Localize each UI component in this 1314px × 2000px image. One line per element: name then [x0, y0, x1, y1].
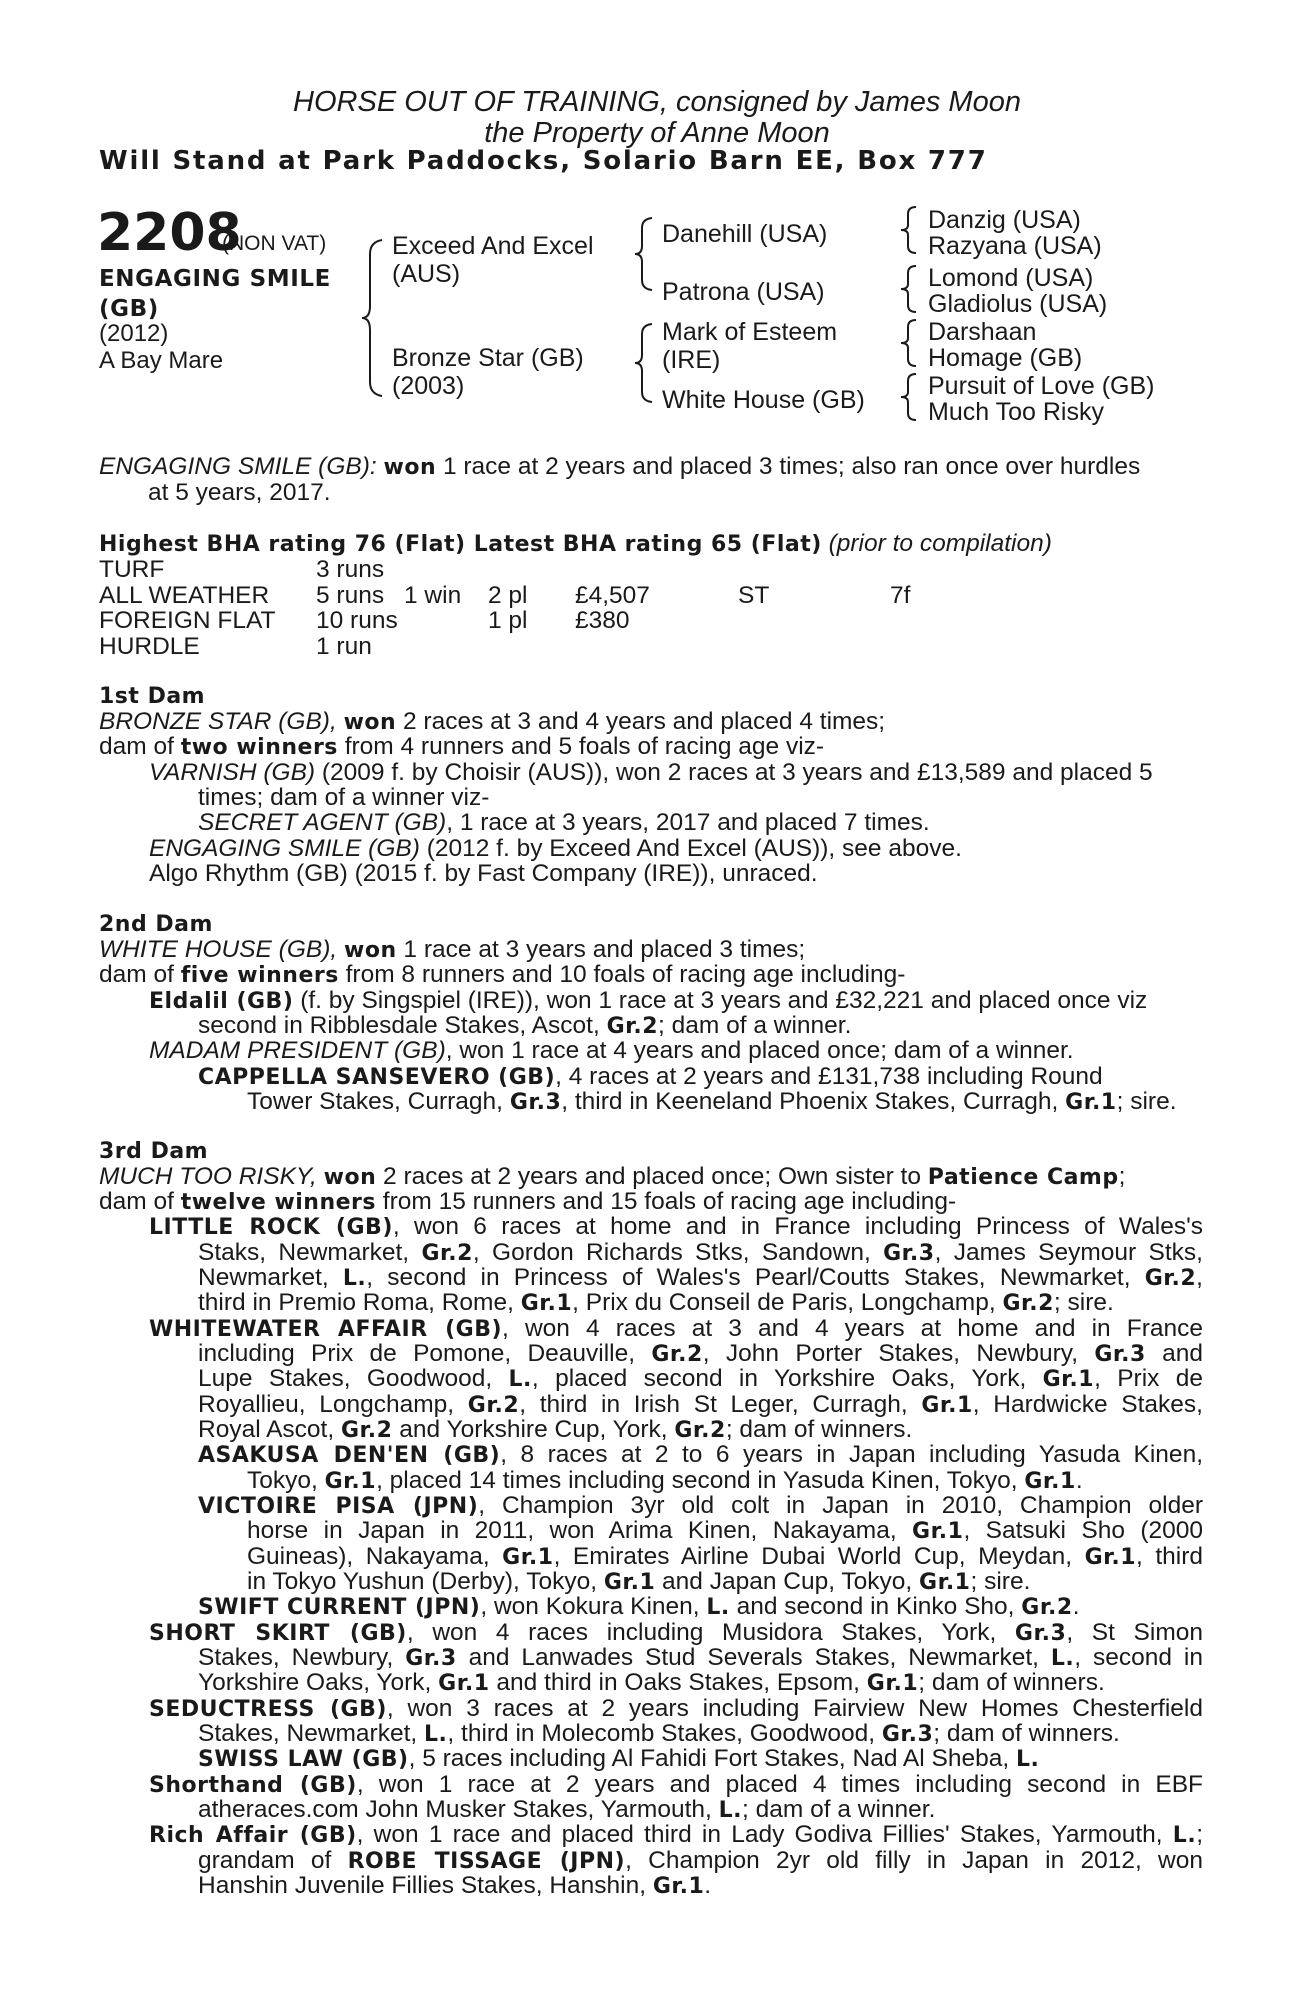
pedigree-sire-sire: Danehill (USA) [662, 220, 828, 248]
pedigree-brace-g2 [898, 264, 920, 314]
record-cell-surface: ST [738, 581, 770, 609]
dam1-produce-varnish-2: times; dam of a winner viz- [198, 784, 490, 811]
short-skirt-line-1: SHORT SKIRT (GB), won 4 races including Musidora Stakes, York, Gr.3, St Simon [149, 1619, 1203, 1646]
record-cell-runs: 1 run [316, 632, 372, 660]
pedigree-brace-g4 [898, 372, 920, 422]
dam3-line-2: dam of twelve winners from 15 runners and 15 foals of racing age including- [99, 1188, 957, 1215]
location-line: Will Stand at Park Paddocks, Solario Barn EE, Box 777 [99, 146, 988, 176]
dam2-produce-cappella-2: Tower Stakes, Curragh, Gr.3, third in Keeneland Phoenix Stakes, Curragh, Gr.1; sire. [247, 1088, 1177, 1115]
shorthand-line-1: Shorthand (GB), won 1 race at 2 years and placed 4 times including second in EBF [149, 1771, 1204, 1798]
little-rock-line-3: Newmarket, L., second in Princess of Wales's Pearl/Coutts Stakes, Newmarket, Gr.2, [198, 1264, 1203, 1291]
little-rock-line-4: third in Premio Roma, Rome, Gr.1, Prix du Conseil de Paris, Longchamp, Gr.2; sire. [198, 1289, 1114, 1316]
record-cell-label: TURF [99, 556, 165, 583]
summary-won: won [383, 455, 437, 480]
pedigree-g8: Much Too Risky [928, 398, 1104, 426]
rating-line [99, 531, 1052, 558]
short-skirt-line-3: Yorkshire Oaks, York, Gr.1 and third in Oaks Stakes, Epsom, Gr.1; dam of winners. [198, 1669, 1105, 1696]
pedigree-dam: Bronze Star (GB) (2003) [392, 344, 584, 400]
record-cell-runs: 5 runs [316, 581, 385, 609]
pedigree-brace-main [360, 238, 390, 398]
dam3-heading: 3rd Dam [99, 1139, 209, 1164]
horse-name: ENGAGING SMILE (GB) [99, 266, 331, 322]
little-rock-line-2: Staks, Newmarket, Gr.2, Gordon Richards Stks, Sandown, Gr.3, James Seymour Stks, [198, 1239, 1203, 1266]
dam2-produce-cappella: CAPPELLA SANSEVERO (GB), 4 races at 2 years and £131,738 including Round [198, 1063, 1103, 1090]
record-cell-runs: 3 runs [316, 556, 385, 583]
pedigree-sire: Exceed And Excel (AUS) [392, 232, 594, 288]
lot-number: 2208 [97, 203, 242, 263]
pedigree-brace-dam [632, 322, 658, 404]
dam2-line-1: WHITE HOUSE (GB), won 1 race at 3 years and placed 3 times; [99, 936, 806, 963]
pedigree-brace-sire [632, 216, 658, 292]
pedigree-brace-g3 [898, 318, 920, 368]
seductress-line-1: SEDUCTRESS (GB), won 3 races at 2 years including Fairview New Homes Chesterfield [149, 1695, 1203, 1722]
horse-description: A Bay Mare [99, 347, 224, 374]
pedigree-sire-dam: Patrona (USA) [662, 278, 825, 306]
pedigree-brace-g1 [898, 205, 920, 255]
foaling-year: (2012) [99, 320, 169, 347]
record-cell-placed: 1 pl [488, 607, 528, 634]
pedigree-g7: Pursuit of Love (GB) [928, 372, 1155, 400]
whitewater-line-4: Royallieu, Longchamp, Gr.2, third in Irish St Leger, Curragh, Gr.1, Hardwicke Stakes, [198, 1391, 1203, 1418]
seductress-line-2: Stakes, Newmarket, L., third in Molecomb Stakes, Goodwood, Gr.3; dam of winners. [198, 1720, 1120, 1747]
record-cell-runs: 10 runs [316, 607, 398, 634]
dam2-line-2: dam of five winners from 8 runners and 10 foals of racing age including- [99, 961, 906, 988]
dam2-heading: 2nd Dam [99, 912, 213, 937]
dam1-produce-varnish: VARNISH (GB) (2009 f. by Choisir (AUS)), won 2 races at 3 years and £13,589 and placed 5 [149, 759, 1153, 786]
dam1-produce-secret-agent: SECRET AGENT (GB), 1 race at 3 years, 2017 and placed 7 times. [198, 809, 930, 836]
dam1-produce-engaging-smile: ENGAGING SMILE (GB) (2012 f. by Exceed And Excel (AUS)), see above. [149, 835, 962, 862]
asakusa-line-1: ASAKUSA DEN'EN (GB), 8 races at 2 to 6 years in Japan including Yasuda Kinen, [198, 1441, 1203, 1468]
dam2-produce-eldalil: Eldalil (GB) (f. by Singspiel (IRE)), won 1 race at 3 years and £32,221 and placed once viz [149, 987, 1148, 1014]
property-line: the Property of Anne Moon [484, 117, 830, 149]
dam1-produce-algo-rhythm: Algo Rhythm (GB) (2015 f. by Fast Company (IRE)), unraced. [149, 860, 818, 887]
whitewater-line-3: Lupe Stakes, Goodwood, L., placed second in Yorkshire Oaks, York, Gr.1, Prix de [198, 1365, 1203, 1392]
summary-line-2: at 5 years, 2017. [148, 479, 331, 506]
record-cell-label: FOREIGN FLAT [99, 607, 276, 634]
rich-affair-line-3: Hanshin Juvenile Fillies Stakes, Hanshin, Gr.1. [198, 1872, 712, 1899]
pedigree-g6: Homage (GB) [928, 344, 1083, 372]
dam2-produce-eldalil-2: second in Ribblesdale Stakes, Ascot, Gr.2; dam of a winner. [198, 1012, 852, 1039]
pedigree-dam-sire: Mark of Esteem (IRE) [662, 318, 838, 374]
pedigree-g2: Razyana (USA) [928, 232, 1102, 260]
asakusa-line-2: Tokyo, Gr.1, placed 14 times including second in Yasuda Kinen, Tokyo, Gr.1. [247, 1467, 1083, 1494]
rich-affair-line-2: grandam of ROBE TISSAGE (JPN), Champion 2yr old filly in Japan in 2012, won [198, 1847, 1203, 1874]
shorthand-line-2: atheraces.com John Musker Stakes, Yarmouth, L.; dam of a winner. [198, 1796, 936, 1823]
record-cell-label: ALL WEATHER [99, 581, 270, 609]
victoire-line-1: VICTOIRE PISA (JPN), Champion 3yr old colt in Japan in 2010, Champion older [198, 1492, 1203, 1519]
pedigree-g5: Darshaan [928, 318, 1037, 346]
little-rock-line-1: LITTLE ROCK (GB), won 6 races at home and in France including Princess of Wales's [149, 1213, 1204, 1240]
vat-status: (NON VAT) [222, 232, 327, 255]
pedigree-dam-dam: White House (GB) [662, 386, 865, 414]
swiss-law-line: SWISS LAW (GB), 5 races including Al Fahidi Fort Stakes, Nad Al Sheba, L. [198, 1745, 1040, 1772]
dam1-heading: 1st Dam [99, 684, 206, 709]
short-skirt-line-2: Stakes, Newbury, Gr.3 and Lanwades Stud Severals Stakes, Newmarket, L., second in [198, 1644, 1203, 1671]
dam1-line-2: dam of two winners from 4 runners and 5 foals of racing age viz- [99, 733, 825, 760]
record-cell-placed: 2 pl [488, 581, 528, 609]
victoire-line-3: Guineas), Nakayama, Gr.1, Emirates Airline Dubai World Cup, Meydan, Gr.1, third [247, 1543, 1203, 1570]
swift-current-line: SWIFT CURRENT (JPN), won Kokura Kinen, L. and second in Kinko Sho, Gr.2. [198, 1593, 1080, 1620]
rich-affair-line-1: Rich Affair (GB), won 1 race and placed third in Lady Godiva Fillies' Stakes, Yarmouth, L.; [149, 1821, 1203, 1848]
summary-horse-name: ENGAGING SMILE (GB) [99, 453, 370, 480]
record-cell-prize: £380 [575, 607, 630, 634]
dam3-line-1: MUCH TOO RISKY, won 2 races at 2 years and placed once; Own sister to Patience Camp; [99, 1163, 1126, 1190]
dam1-line-1: BRONZE STAR (GB), won 2 races at 3 and 4 years and placed 4 times; [99, 708, 886, 735]
whitewater-line-1: WHITEWATER AFFAIR (GB), won 4 races at 3 and 4 years at home and in France [149, 1315, 1204, 1342]
record-cell-distance: 7f [890, 581, 911, 609]
whitewater-line-5: Royal Ascot, Gr.2 and Yorkshire Cup, York, Gr.2; dam of winners. [198, 1416, 913, 1443]
dam2-produce-madam-president: MADAM PRESIDENT (GB), won 1 race at 4 years and placed once; dam of a winner. [149, 1037, 1074, 1064]
pedigree-g4: Gladiolus (USA) [928, 290, 1108, 318]
record-cell-wins: 1 win [404, 581, 462, 609]
victoire-line-4: in Tokyo Yushun (Derby), Tokyo, Gr.1 and Japan Cup, Tokyo, Gr.1; sire. [247, 1568, 1031, 1595]
summary-text-1: 1 race at 2 years and placed 3 times; also ran once over hurdles [436, 453, 1141, 480]
record-cell-label: HURDLE [99, 632, 200, 660]
summary-line-1: ENGAGING SMILE (GB): won 1 race at 2 years and placed 3 times; also ran once over hurdles [99, 453, 1141, 480]
victoire-line-2: horse in Japan in 2011, won Arima Kinen, Nakayama, Gr.1, Satsuki Sho (2000 [247, 1517, 1203, 1544]
rating-title: Highest BHA rating 76 (Flat) Latest BHA rating 65 (Flat) [99, 532, 822, 557]
whitewater-line-2: including Prix de Pomone, Deauville, Gr.2, John Porter Stakes, Newbury, Gr.3 and [198, 1340, 1203, 1367]
consignor-line: HORSE OUT OF TRAINING, consigned by James Moon [293, 86, 1021, 118]
record-cell-prize: £4,507 [575, 581, 650, 609]
pedigree-g3: Lomond (USA) [928, 264, 1094, 292]
pedigree-g1: Danzig (USA) [928, 206, 1081, 234]
rating-note: (prior to compilation) [828, 530, 1052, 557]
